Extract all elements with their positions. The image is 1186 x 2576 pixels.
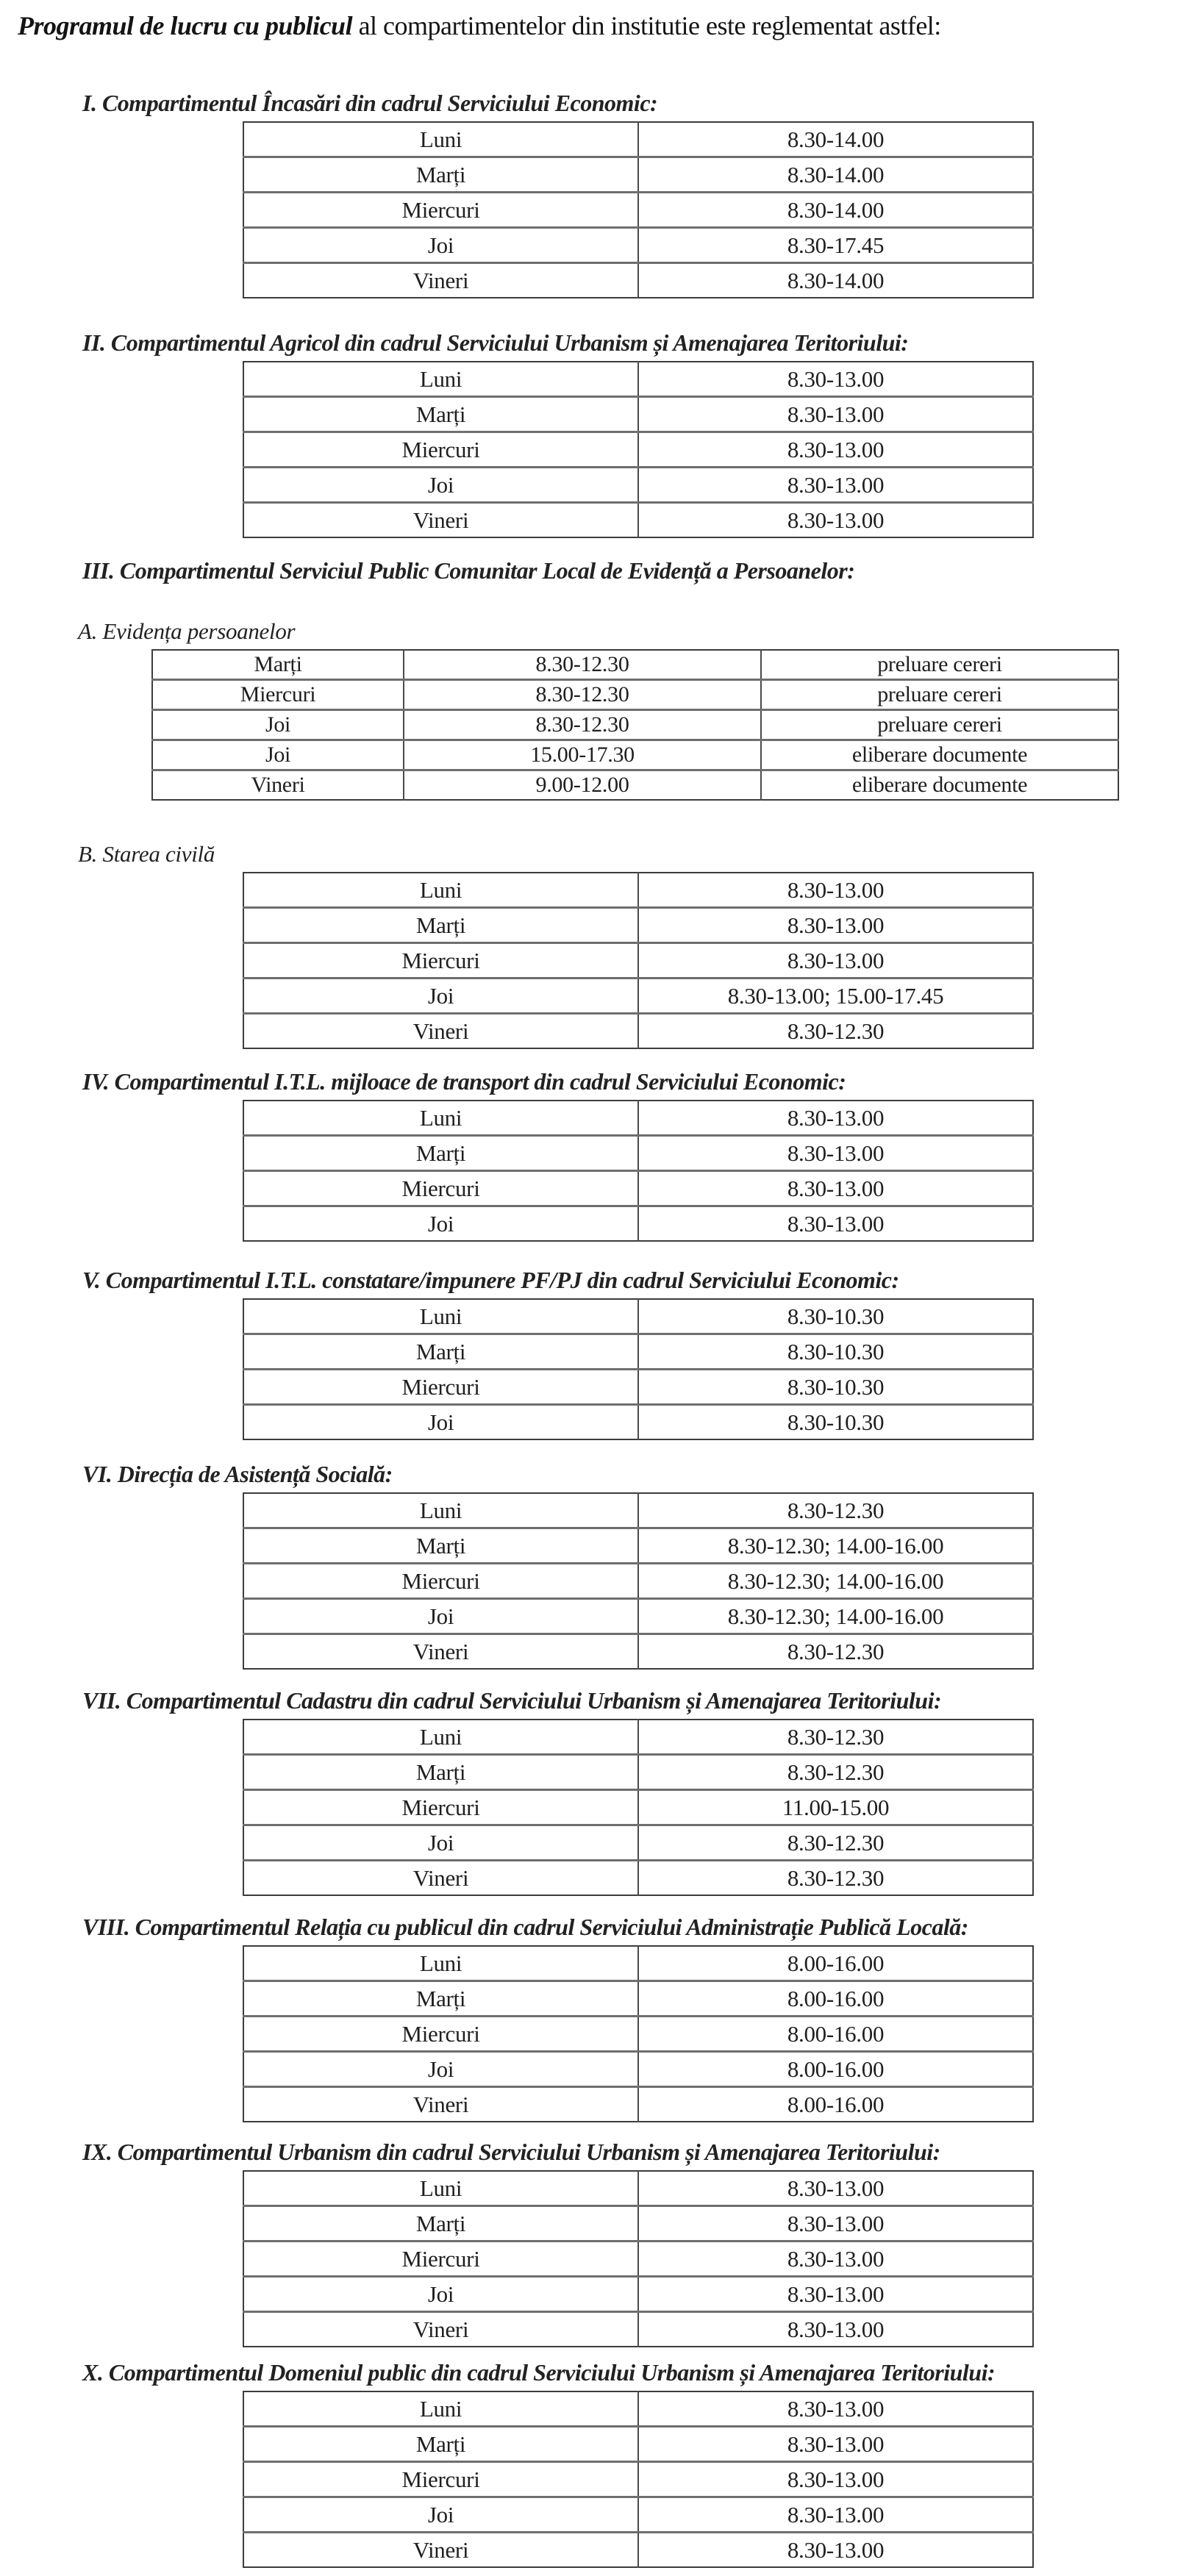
activity-cell: eliberare documente (761, 740, 1118, 770)
hours-cell: 8.30-10.30 (638, 1299, 1033, 1334)
table-row (243, 157, 1033, 193)
day-cell: Marți (243, 1334, 638, 1370)
day-cell: Luni (419, 1497, 462, 1523)
hours-cell: 8.30-12.30 (638, 1720, 1033, 1755)
day-cell: Luni (419, 1950, 462, 1976)
schedule-table (243, 1298, 1034, 1440)
hours-cell: 8.30-12.30 (638, 1493, 1033, 1528)
day-cell: Joi (243, 468, 638, 503)
table-row (243, 2427, 1033, 2462)
table-row (243, 1136, 1033, 1171)
day-cell: Miercuri (243, 2242, 638, 2277)
table-row (152, 650, 1118, 680)
day-cell: Marți (243, 1136, 638, 1171)
hours-cell: 8.30-12.30 (638, 1014, 1033, 1049)
table-row (243, 1755, 1033, 1790)
table-row (243, 468, 1033, 503)
day-cell: Vineri (243, 2087, 638, 2122)
day-cell: Joi (243, 1206, 638, 1242)
hours-cell: 8.30-13.00; 15.00-17.45 (638, 978, 1033, 1014)
hours-cell: 8.30-13.00 (638, 1101, 1033, 1136)
hours-cell: 8.30-13.00 (638, 2206, 1033, 2242)
table-row (243, 2017, 1033, 2052)
hours-cell: 8.00-16.00 (638, 2087, 1033, 2122)
day-cell: Marți (243, 157, 638, 193)
section-heading: I. Compartimentul Încasări din cadrul Serviciului Economic: (82, 90, 658, 116)
day-cell: Marți (243, 908, 638, 943)
table-row (243, 1825, 1033, 1861)
day-cell: Marți (243, 397, 638, 432)
activity-cell: preluare cereri (761, 710, 1118, 740)
day-cell: Luni (419, 1303, 462, 1329)
day-cell: Joi (152, 740, 404, 770)
table-row (243, 1014, 1033, 1049)
schedule-table (243, 121, 1034, 298)
section-heading: VIII. Compartimentul Relația cu publicul din cadrul Serviciului Administrație Publică Locală: (82, 1914, 968, 1940)
day-cell: Joi (243, 2052, 638, 2087)
table-row (243, 1206, 1033, 1242)
hours-cell: 8.30-13.00 (638, 2171, 1033, 2206)
day-cell: Marți (254, 652, 302, 676)
day-cell: Joi (243, 228, 638, 263)
day-cell: Luni (419, 2175, 462, 2201)
table-row (243, 2391, 1033, 2427)
table-row (152, 710, 1118, 740)
title-rest: al compartimentelor din institutie este reglementat astfel: (352, 11, 941, 40)
day-cell: Joi (243, 2277, 638, 2312)
hours-cell: 8.30-13.00 (638, 908, 1033, 943)
day-cell: Miercuri (243, 1790, 638, 1825)
schedule-table (243, 1100, 1034, 1242)
table-row (243, 263, 1033, 298)
day-cell: Joi (243, 978, 638, 1014)
table-row (243, 2242, 1033, 2277)
table-row (152, 770, 1118, 801)
hours-cell: 8.30-13.00 (638, 943, 1033, 978)
hours-cell: 8.30-13.00 (638, 1136, 1033, 1171)
section-heading: II. Compartimentul Agricol din cadrul Serviciului Urbanism și Amenajarea Teritoriului: (82, 329, 909, 356)
hours-cell: 8.30-13.00 (638, 2497, 1033, 2533)
table-row (152, 740, 1118, 770)
day-cell: Vineri (243, 263, 638, 298)
day-cell: Miercuri (243, 1564, 638, 1599)
table-row (243, 2277, 1033, 2312)
hours-cell: 15.00-17.30 (404, 740, 761, 770)
table-row (243, 432, 1033, 468)
day-cell: Luni (419, 126, 462, 152)
day-cell: Vineri (152, 770, 404, 801)
document-body (0, 88, 1186, 2568)
subsection-label: A. Evidența persoanelor (78, 618, 296, 644)
hours-cell: 11.00-15.00 (638, 1790, 1033, 1825)
section-heading: VII. Compartimentul Cadastru din cadrul Serviciului Urbanism și Amenajarea Teritoriului: (82, 1687, 942, 1714)
hours-cell: 8.00-16.00 (638, 2052, 1033, 2087)
hours-cell: 8.30-14.00 (638, 193, 1033, 228)
table-row (243, 2497, 1033, 2533)
hours-cell: 8.30-12.30 (638, 1861, 1033, 1896)
table-row (243, 1599, 1033, 1634)
activity-cell: preluare cereri (761, 650, 1118, 680)
table-row (243, 943, 1033, 978)
schedule-table (151, 649, 1119, 801)
hours-cell: 8.30-13.00 (638, 2242, 1033, 2277)
activity-cell: preluare cereri (761, 680, 1118, 710)
hours-cell: 8.30-13.00 (638, 432, 1033, 468)
day-cell: Luni (419, 2395, 462, 2422)
hours-cell: 8.30-13.00 (638, 468, 1033, 503)
table-row (243, 873, 1033, 908)
schedule-table (243, 361, 1034, 538)
day-cell: Miercuri (243, 2017, 638, 2052)
hours-cell: 8.30-13.00 (638, 873, 1033, 908)
hours-cell: 8.30-14.00 (638, 122, 1033, 157)
hours-cell: 8.30-13.00 (638, 397, 1033, 432)
hours-cell: 8.30-13.00 (638, 2391, 1033, 2427)
table-row (243, 978, 1033, 1014)
hours-cell: 8.00-16.00 (638, 1946, 1033, 1981)
table-row (243, 1528, 1033, 1564)
table-row (243, 1946, 1033, 1981)
hours-cell: 8.30-12.30 (404, 710, 761, 740)
hours-cell: 8.30-13.00 (638, 2427, 1033, 2462)
table-row (243, 1493, 1033, 1528)
day-cell: Vineri (243, 1861, 638, 1896)
section-heading: V. Compartimentul I.T.L. constatare/impunere PF/PJ din cadrul Serviciului Economic: (82, 1267, 899, 1293)
hours-cell: 8.30-12.30 (638, 1634, 1033, 1670)
table-row (243, 1981, 1033, 2017)
hours-cell: 8.30-13.00 (638, 1206, 1033, 1242)
schedule-table (243, 2391, 1034, 2568)
section-heading: III. Compartimentul Serviciul Public Comunitar Local de Evidență a Persoanelor: (82, 557, 855, 584)
document-title (18, 9, 1186, 43)
table-row (243, 503, 1033, 538)
day-cell: Luni (419, 1723, 462, 1750)
table-row (243, 1405, 1033, 1440)
table-row (243, 1720, 1033, 1755)
day-cell: Vineri (243, 2533, 638, 2568)
schedule-table (243, 1492, 1034, 1670)
table-row (243, 1564, 1033, 1599)
day-cell: Marți (243, 1528, 638, 1564)
day-cell: Marți (243, 1981, 638, 2017)
table-row (243, 228, 1033, 263)
subsection-label: B. Starea civilă (78, 841, 215, 867)
hours-cell: 8.30-13.00 (638, 1171, 1033, 1206)
day-cell: Vineri (243, 503, 638, 538)
day-cell: Miercuri (243, 1370, 638, 1405)
table-row (243, 2052, 1033, 2087)
day-cell: Vineri (243, 1014, 638, 1049)
hours-cell: 8.30-14.00 (638, 157, 1033, 193)
schedule-table (243, 1719, 1034, 1896)
hours-cell: 8.00-16.00 (638, 1981, 1033, 2017)
table-row (243, 2087, 1033, 2122)
hours-cell: 8.30-17.45 (638, 228, 1033, 263)
table-row (243, 1861, 1033, 1896)
table-row (243, 2171, 1033, 2206)
section-heading: IV. Compartimentul I.T.L. mijloace de transport din cadrul Serviciului Economic: (82, 1068, 846, 1095)
table-row (243, 122, 1033, 157)
hours-cell: 8.30-12.30; 14.00-16.00 (638, 1599, 1033, 1634)
day-cell: Miercuri (243, 432, 638, 468)
table-row (243, 908, 1033, 943)
day-cell: Vineri (243, 1634, 638, 1670)
hours-cell: 8.30-12.30; 14.00-16.00 (638, 1564, 1033, 1599)
table-row (243, 397, 1033, 432)
day-cell: Joi (152, 710, 404, 740)
schedule-table (243, 2170, 1034, 2347)
day-cell: Marți (243, 2206, 638, 2242)
day-cell: Joi (243, 1599, 638, 1634)
table-row (243, 2462, 1033, 2497)
day-cell: Miercuri (243, 1171, 638, 1206)
table-row (243, 2312, 1033, 2347)
hours-cell: 8.30-13.00 (638, 2312, 1033, 2347)
hours-cell: 8.00-16.00 (638, 2017, 1033, 2052)
day-cell: Joi (243, 1825, 638, 1861)
table-row (152, 680, 1118, 710)
hours-cell: 8.30-13.00 (638, 2533, 1033, 2568)
hours-cell: 8.30-13.00 (638, 362, 1033, 397)
day-cell: Marți (243, 1755, 638, 1790)
section-heading: X. Compartimentul Domeniul public din cadrul Serviciului Urbanism și Amenajarea Teritoriului: (82, 2359, 996, 2386)
hours-cell: 8.30-14.00 (638, 263, 1033, 298)
day-cell: Vineri (243, 2312, 638, 2347)
day-cell: Luni (419, 876, 462, 903)
day-cell: Miercuri (243, 943, 638, 978)
table-row (243, 1101, 1033, 1136)
table-row (243, 1299, 1033, 1334)
hours-cell: 8.30-13.00 (638, 503, 1033, 538)
hours-cell: 8.30-10.30 (638, 1334, 1033, 1370)
day-cell: Luni (419, 365, 462, 392)
day-cell: Luni (419, 1104, 462, 1131)
hours-cell: 8.30-13.00 (638, 2277, 1033, 2312)
day-cell: Miercuri (243, 2462, 638, 2497)
table-row (243, 362, 1033, 397)
table-row (243, 1634, 1033, 1670)
hours-cell: 8.30-12.30; 14.00-16.00 (638, 1528, 1033, 1564)
schedule-table (243, 872, 1034, 1049)
day-cell: Miercuri (152, 680, 404, 710)
section-heading: VI. Direcția de Asistență Socială: (82, 1461, 393, 1487)
hours-cell: 8.30-12.30 (638, 1755, 1033, 1790)
hours-cell: 8.30-12.30 (638, 1825, 1033, 1861)
table-row (243, 1370, 1033, 1405)
table-row (243, 1171, 1033, 1206)
day-cell: Joi (243, 2497, 638, 2533)
table-row (243, 1334, 1033, 1370)
schedule-table (243, 1945, 1034, 2122)
hours-cell: 8.30-10.30 (638, 1370, 1033, 1405)
table-row (243, 1790, 1033, 1825)
table-row (243, 193, 1033, 228)
table-row (243, 2206, 1033, 2242)
title-emphasis: Programul de lucru cu publicul (18, 11, 353, 40)
day-cell: Marți (243, 2427, 638, 2462)
activity-cell: eliberare documente (761, 770, 1118, 801)
section-heading: IX. Compartimentul Urbanism din cadrul Serviciului Urbanism și Amenajarea Teritoriului: (82, 2139, 940, 2165)
hours-cell: 8.30-12.30 (404, 650, 761, 680)
hours-cell: 8.30-13.00 (638, 2462, 1033, 2497)
hours-cell: 8.30-12.30 (404, 680, 761, 710)
table-row (243, 2533, 1033, 2568)
day-cell: Miercuri (243, 193, 638, 228)
day-cell: Joi (243, 1405, 638, 1440)
hours-cell: 8.30-10.30 (638, 1405, 1033, 1440)
hours-cell: 9.00-12.00 (404, 770, 761, 801)
